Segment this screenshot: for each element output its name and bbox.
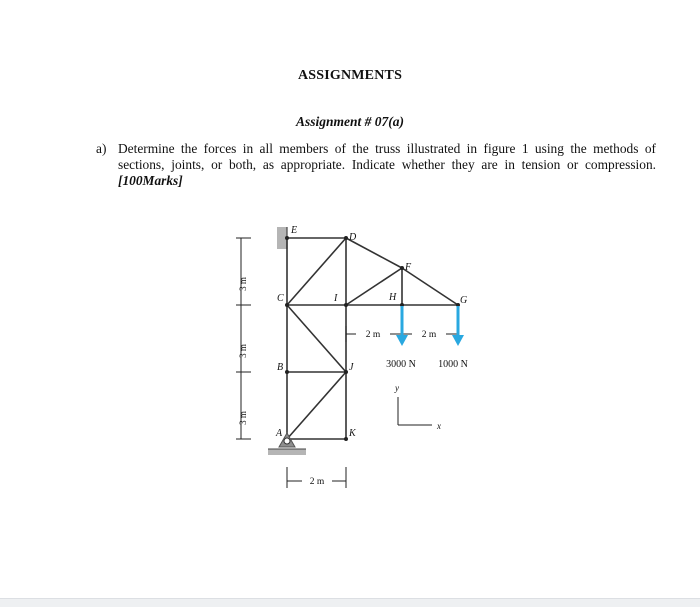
- support-a-pin: [268, 433, 306, 455]
- label-g: G: [460, 295, 468, 306]
- dim-b3: 2 m: [309, 477, 325, 487]
- label-h: H: [389, 292, 397, 303]
- member-fg: [402, 268, 458, 305]
- vertical-dimensions: [236, 238, 251, 439]
- dim-h2: 3 m: [238, 344, 248, 358]
- question-marks: [100Marks]: [118, 173, 183, 188]
- question-text: Determine the forces in all members of the truss illustrated in figure 1 using the methods of sections, joints, or both, as appropriate. Indicate whether they are in tension or compression.: [118, 141, 656, 172]
- load-1-label: 3000 N: [386, 359, 416, 370]
- member-ak-diag: [287, 372, 346, 439]
- dim-b2: 2 m: [421, 330, 437, 340]
- dim-h3: 3 m: [238, 411, 248, 425]
- label-i: I: [334, 293, 338, 304]
- page-title: ASSIGNMENTS: [297, 68, 403, 83]
- assignment-subtitle: Assignment # 07(a): [295, 114, 404, 129]
- label-c: C: [277, 293, 284, 304]
- label-f: F: [405, 262, 412, 273]
- coordinate-axes: [398, 397, 432, 425]
- label-e: E: [291, 225, 298, 236]
- member-cj: [287, 305, 346, 372]
- dim-b1: 2 m: [365, 330, 381, 340]
- load-arrows: [396, 306, 464, 346]
- question-label: a): [96, 141, 107, 156]
- label-a: A: [276, 428, 283, 439]
- label-d: D: [349, 232, 357, 243]
- axis-x-label: x: [437, 421, 441, 431]
- load-2-label: 1000 N: [438, 359, 468, 370]
- dim-h1: 3 m: [238, 277, 248, 291]
- label-j: J: [349, 362, 354, 373]
- label-k: K: [349, 428, 356, 439]
- label-b: B: [277, 362, 284, 373]
- axis-y-label: y: [395, 383, 399, 393]
